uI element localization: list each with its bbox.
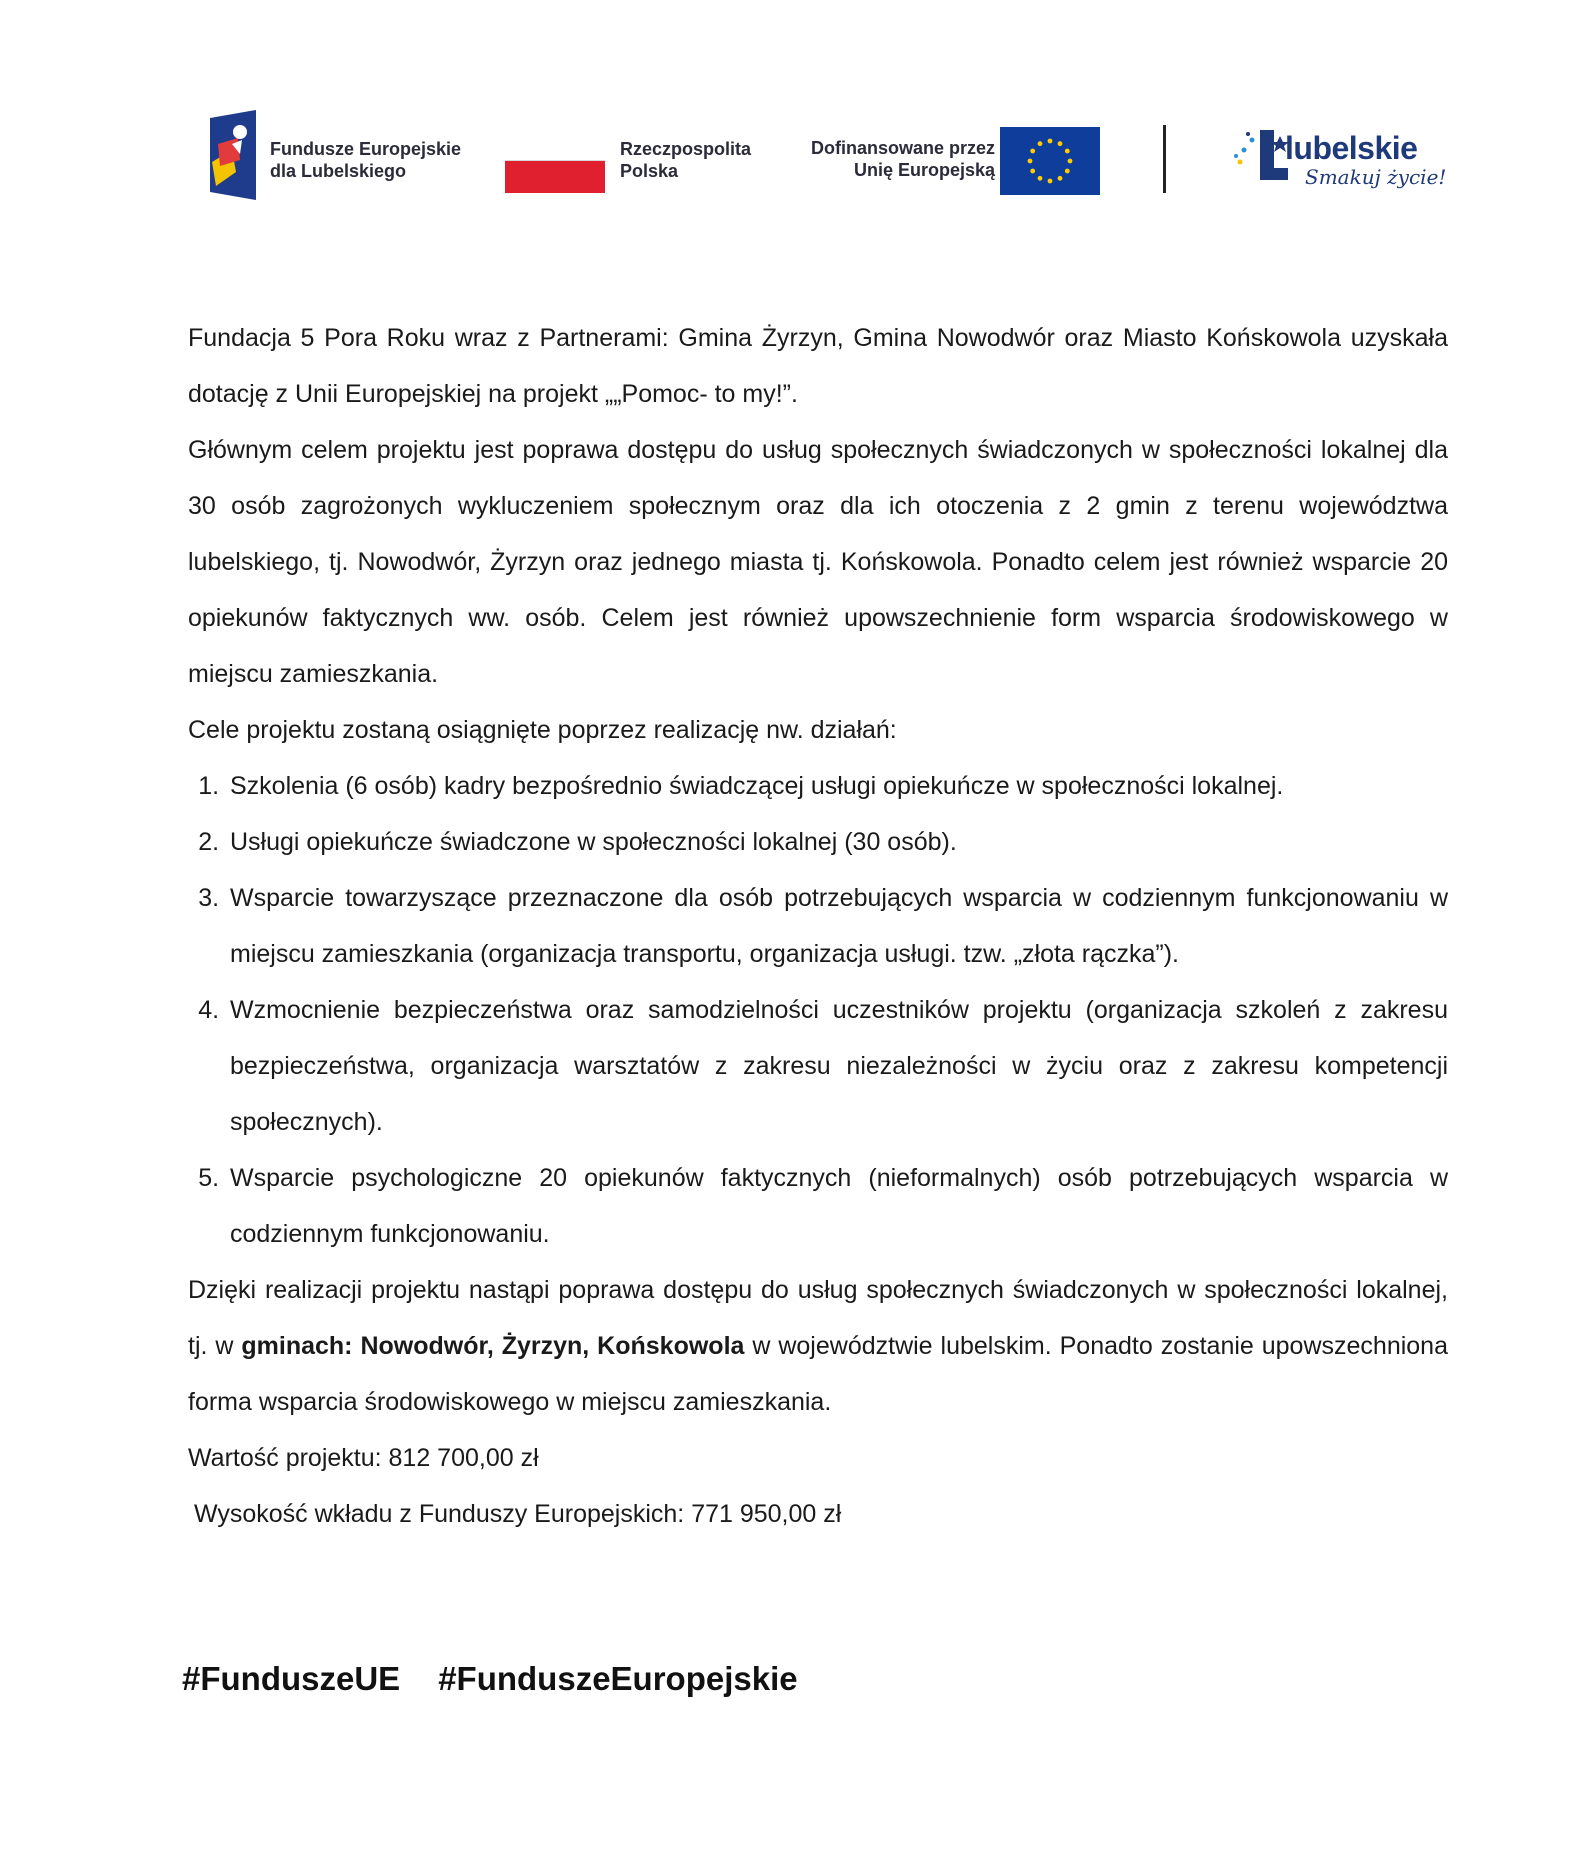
eu-logo-line2: Unię Europejską <box>853 160 995 180</box>
rp-logo-line2: Polska <box>620 161 679 181</box>
list-item: 4. Wzmocnienie bezpieczeństwa oraz samodzielności uczestników projektu (organizacja szkoleń z zakresu bezpieczeństwa, organizacja warsztatów z zakresu niezależności w życiu oraz z zakresu kompetencji społecznych). <box>226 982 1448 1150</box>
actions-intro: Cele projektu zostaną osiągnięte poprzez realizację nw. działań: <box>188 716 897 744</box>
hashtag-fundusze-ue: #FunduszeUE <box>182 1660 401 1697</box>
project-value: Wartość projektu: 812 700,00 zł <box>188 1444 539 1472</box>
eu-contribution: Wysokość wkładu z Funduszy Europejskich: 771 950,00 zł <box>194 1500 842 1528</box>
result-text-start: Dzięki realizacji projektu nastąpi poprawa dostępu do usług społecznych świadczonych w społeczności lokalnej, tj. w <box>188 1276 1448 1360</box>
hashtag-fundusze-europejskie: #FunduszeEuropejskie <box>438 1660 798 1697</box>
lubelskie-slogan: Smakuj życie! <box>1305 165 1447 189</box>
polish-flag-icon <box>505 160 605 193</box>
list-item: 3. Wsparcie towarzyszące przeznaczone dla osób potrzebujących wsparcia w codziennym funkcjonowaniu w miejscu zamieszkania (organizacja transportu, organizacja usługi. tzw. „złota rączka”). <box>226 870 1448 982</box>
lubelskie-name: lubelskie <box>1285 130 1418 166</box>
eu-flag-icon <box>1000 127 1100 195</box>
lubelskie-logo <box>1230 120 1447 200</box>
actions-list <box>188 758 1448 1262</box>
result-paragraph <box>188 1262 1448 1430</box>
eu-logo-line1: Dofinansowane przez <box>810 138 995 158</box>
eu-cofinanced-logo <box>790 125 1110 200</box>
logo-divider <box>1163 125 1166 193</box>
fundusze-europejskie-emblem-icon <box>210 110 258 200</box>
logo-bar <box>0 0 1584 240</box>
list-item: 5. Wsparcie psychologiczne 20 opiekunów faktycznych (nieformalnych) osób potrzebujących wsparcia w codziennym funkcjonowaniu. <box>226 1150 1448 1262</box>
fe-logo-line2: dla Lubelskiego <box>270 161 407 181</box>
rzeczpospolita-polska-logo <box>505 130 775 200</box>
list-item: 2. Usługi opiekuńcze świadczone w społeczności lokalnej (30 osób). <box>226 814 1448 870</box>
document-body <box>188 310 1448 1542</box>
lubelskie-emblem-icon <box>1230 120 1290 190</box>
intro-paragraph-1: Fundacja 5 Pora Roku wraz z Partnerami: Gmina Żyrzyn, Gmina Nowodwór oraz Miasto Końskowola uzyskała dotację z Unii Europejskiej na projekt „„Pomoc- to my!”. <box>188 324 1448 408</box>
list-item: 1. Szkolenia (6 osób) kadry bezpośrednio świadczącej usługi opiekuńcze w społeczności lokalnej. <box>226 758 1448 814</box>
rp-logo-line1: Rzeczpospolita <box>620 139 752 159</box>
fundusze-europejskie-logo <box>210 110 470 205</box>
hashtags <box>182 1660 798 1698</box>
result-municipalities: gminach: Nowodwór, Żyrzyn, Końskowola <box>241 1332 745 1360</box>
intro-paragraph-2: Głównym celem projektu jest poprawa dostępu do usług społecznych świadczonych w społeczności lokalnej dla 30 osób zagrożonych wykluczeniem społecznym oraz dla ich otoczenia z 2 gmin z terenu województwa lubelskiego, tj. Nowodwór, Żyrzyn oraz jednego miasta tj. Końskowola. Ponadto celem jest również wsparcie 20 opiekunów faktycznych ww. osób. Celem jest również upowszechnienie form wsparcia środowiskowego w miejscu zamieszkania. <box>188 436 1448 688</box>
fe-logo-line1: Fundusze Europejskie <box>270 139 462 159</box>
result-text-end: w województwie lubelskim. Ponadto zostanie upowszechniona forma wsparcia środowiskowego w miejscu zamieszkania. <box>188 1332 1448 1416</box>
